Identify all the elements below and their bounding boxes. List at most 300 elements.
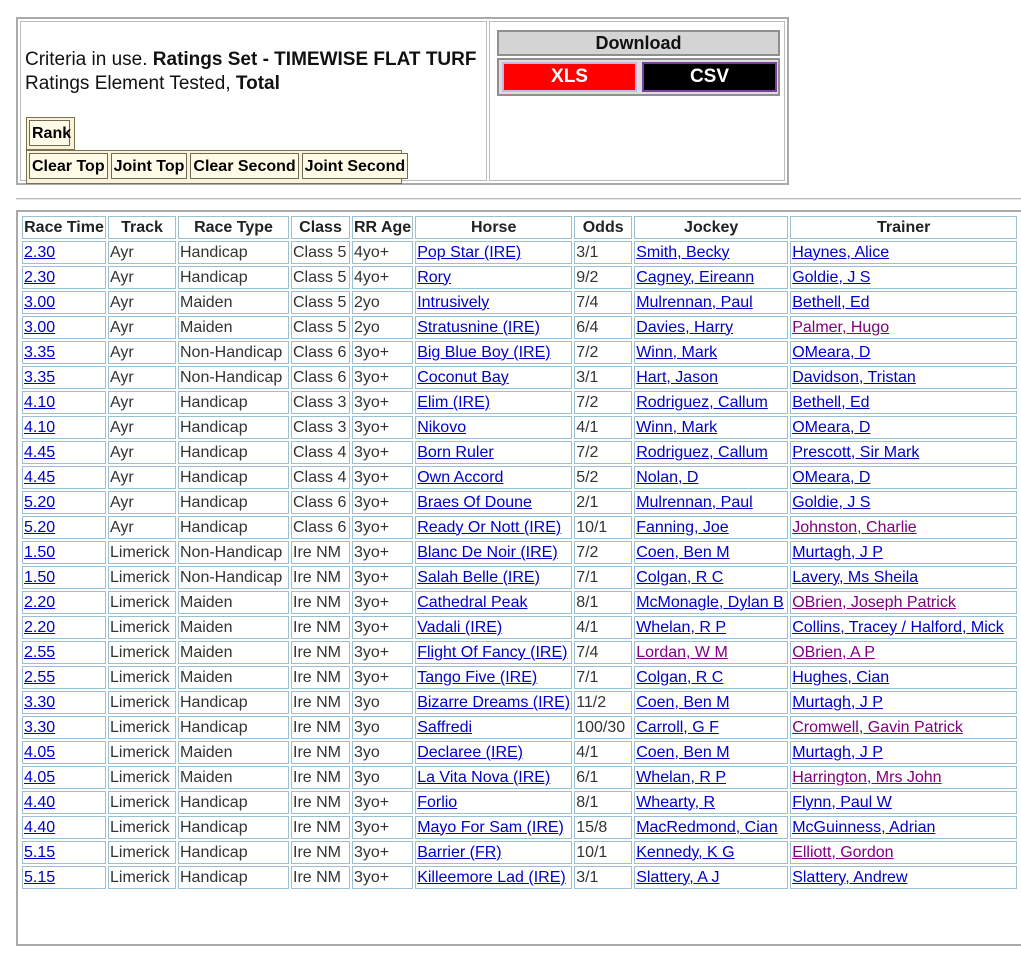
jockey-link[interactable]: Coen, Ben M — [636, 743, 730, 761]
race-time-link[interactable]: 2.55 — [24, 643, 56, 661]
joint-top-button[interactable]: Joint Top — [111, 153, 188, 179]
rr-age-cell: 3yo+ — [352, 566, 413, 589]
horse-link[interactable]: Bizarre Dreams (IRE) — [417, 693, 571, 711]
rr-age-cell: 3yo+ — [352, 541, 413, 564]
trainer-cell — [790, 316, 1017, 339]
jockey-link[interactable]: Kennedy, K G — [636, 843, 735, 861]
rr-age-cell: 4yo+ — [352, 241, 413, 264]
race-type-cell: Handicap — [178, 816, 289, 839]
jockey-cell — [634, 441, 788, 464]
race-time-link[interactable]: 3.35 — [24, 343, 56, 361]
horse-cell — [415, 416, 572, 439]
race-type-cell: Handicap — [178, 416, 289, 439]
rr-age-cell: 3yo+ — [352, 616, 413, 639]
odds-cell: 100/30 — [574, 716, 632, 739]
jockey-link[interactable]: Whearty, R — [636, 793, 716, 811]
table-row — [22, 266, 1017, 289]
race-time-link[interactable]: 5.15 — [24, 868, 56, 886]
jockey-link[interactable]: Colgan, R C — [636, 568, 724, 586]
race-type-cell: Maiden — [178, 316, 289, 339]
horse-link[interactable]: Intrusively — [417, 293, 490, 311]
race-time-link[interactable]: 2.20 — [24, 593, 56, 611]
horse-link[interactable]: Blanc De Noir (IRE) — [417, 543, 558, 561]
trainer-cell — [790, 591, 1017, 614]
class-cell: Ire NM — [291, 541, 350, 564]
race-time-link[interactable]: 5.15 — [24, 843, 56, 861]
track-cell: Limerick — [108, 566, 176, 589]
horse-link[interactable]: La Vita Nova (IRE) — [417, 768, 551, 786]
table-row — [22, 466, 1017, 489]
jockey-link[interactable]: Colgan, R C — [636, 668, 724, 686]
race-time-cell — [22, 391, 106, 414]
race-time-cell — [22, 866, 106, 889]
track-cell: Ayr — [108, 441, 176, 464]
track-cell: Ayr — [108, 466, 176, 489]
trainer-cell — [790, 516, 1017, 539]
class-cell: Ire NM — [291, 566, 350, 589]
rr-age-cell: 3yo+ — [352, 591, 413, 614]
horse-cell — [415, 316, 572, 339]
jockey-link[interactable]: Lordan, W M — [636, 643, 728, 661]
race-time-cell — [22, 641, 106, 664]
race-time-cell — [22, 491, 106, 514]
rr-age-cell: 3yo — [352, 716, 413, 739]
jockey-cell — [634, 266, 788, 289]
race-time-cell — [22, 416, 106, 439]
race-time-cell — [22, 591, 106, 614]
horse-link[interactable]: Flight Of Fancy (IRE) — [417, 643, 568, 661]
trainer-link[interactable]: Elliott, Gordon — [792, 843, 894, 861]
rr-age-cell: 3yo+ — [352, 666, 413, 689]
horse-link[interactable]: Pop Star (IRE) — [417, 243, 522, 261]
horse-cell — [415, 716, 572, 739]
jockey-cell — [634, 316, 788, 339]
race-time-link[interactable]: 1.50 — [24, 543, 56, 561]
odds-cell: 11/2 — [574, 691, 632, 714]
horse-link[interactable]: Declaree (IRE) — [417, 743, 523, 761]
trainer-link[interactable]: Davidson, Tristan — [792, 368, 916, 386]
jockey-cell — [634, 791, 788, 814]
race-time-link[interactable]: 5.20 — [24, 518, 56, 536]
download-cell — [489, 21, 785, 181]
jockey-link[interactable]: MacRedmond, Cian — [636, 818, 778, 836]
jockey-link[interactable]: Coen, Ben M — [636, 543, 730, 561]
track-cell: Limerick — [108, 766, 176, 789]
jockey-link[interactable]: Winn, Mark — [636, 343, 718, 361]
horse-cell — [415, 766, 572, 789]
race-type-cell: Non-Handicap — [178, 366, 289, 389]
rr-age-cell: 3yo+ — [352, 366, 413, 389]
rank-filter-button-group — [26, 150, 406, 184]
track-cell: Ayr — [108, 241, 176, 264]
jockey-link[interactable]: Rodriguez, Callum — [636, 443, 768, 461]
track-cell: Limerick — [108, 616, 176, 639]
jockey-link[interactable]: Fanning, Joe — [636, 518, 729, 536]
trainer-link[interactable]: Flynn, Paul W — [792, 793, 892, 811]
trainer-cell — [790, 766, 1017, 789]
horse-link[interactable]: Rory — [417, 268, 451, 286]
trainer-link[interactable]: Lavery, Ms Sheila — [792, 568, 919, 586]
horse-link[interactable]: Cathedral Peak — [417, 593, 528, 611]
trainer-cell — [790, 291, 1017, 314]
jockey-cell — [634, 741, 788, 764]
trainer-link[interactable]: Johnston, Charlie — [792, 518, 917, 536]
horizontal-divider — [16, 198, 1021, 200]
track-cell: Limerick — [108, 716, 176, 739]
rr-age-cell: 3yo+ — [352, 791, 413, 814]
jockey-cell — [634, 291, 788, 314]
race-time-cell — [22, 691, 106, 714]
odds-cell: 4/1 — [574, 416, 632, 439]
horse-cell — [415, 591, 572, 614]
race-time-link[interactable]: 4.10 — [24, 393, 56, 411]
track-cell: Limerick — [108, 541, 176, 564]
class-cell: Class 6 — [291, 516, 350, 539]
jockey-link[interactable]: Rodriguez, Callum — [636, 393, 768, 411]
trainer-link[interactable]: Hughes, Cian — [792, 668, 890, 686]
column-header-race-time: Race Time — [22, 216, 106, 239]
horse-cell — [415, 566, 572, 589]
race-time-cell — [22, 616, 106, 639]
horse-link[interactable]: Saffredi — [417, 718, 473, 736]
odds-cell: 6/4 — [574, 316, 632, 339]
horse-cell — [415, 291, 572, 314]
trainer-cell — [790, 341, 1017, 364]
column-header-track: Track — [108, 216, 176, 239]
rr-age-cell: 3yo — [352, 766, 413, 789]
horse-link[interactable]: Braes Of Doune — [417, 493, 532, 511]
trainer-link[interactable]: OBrien, A P — [792, 643, 875, 661]
trainer-cell — [790, 841, 1017, 864]
trainer-cell — [790, 641, 1017, 664]
criteria-line-element — [25, 73, 280, 95]
class-cell: Ire NM — [291, 716, 350, 739]
jockey-cell — [634, 716, 788, 739]
element-prefix: Ratings Element Tested, — [25, 73, 231, 94]
odds-cell: 7/1 — [574, 566, 632, 589]
column-header-rr-age: RR Age — [352, 216, 413, 239]
rr-age-cell: 3yo+ — [352, 491, 413, 514]
column-header-jockey: Jockey — [634, 216, 788, 239]
jockey-cell — [634, 466, 788, 489]
jockey-link[interactable]: Davies, Harry — [636, 318, 734, 336]
jockey-link[interactable]: Whelan, R P — [636, 618, 726, 636]
race-time-link[interactable]: 2.30 — [24, 268, 56, 286]
trainer-link[interactable]: Murtagh, J P — [792, 743, 883, 761]
class-cell: Ire NM — [291, 841, 350, 864]
trainer-link[interactable]: Bethell, Ed — [792, 393, 870, 411]
race-time-link[interactable]: 2.30 — [24, 243, 56, 261]
race-type-cell: Handicap — [178, 466, 289, 489]
table-row — [22, 716, 1017, 739]
jockey-link[interactable]: Mulrennan, Paul — [636, 293, 753, 311]
race-time-cell — [22, 291, 106, 314]
race-time-cell — [22, 441, 106, 464]
criteria-panel — [16, 17, 789, 185]
table-row — [22, 516, 1017, 539]
race-time-link[interactable]: 3.00 — [24, 318, 56, 336]
trainer-link[interactable]: OMeara, D — [792, 343, 871, 361]
jockey-link[interactable]: Winn, Mark — [636, 418, 718, 436]
horse-link[interactable]: Barrier (FR) — [417, 843, 502, 861]
class-cell: Ire NM — [291, 866, 350, 889]
horse-cell — [415, 341, 572, 364]
odds-cell: 8/1 — [574, 591, 632, 614]
trainer-cell — [790, 716, 1017, 739]
track-cell: Ayr — [108, 391, 176, 414]
track-cell: Ayr — [108, 291, 176, 314]
trainer-link[interactable]: OMeara, D — [792, 468, 871, 486]
trainer-cell — [790, 491, 1017, 514]
horse-cell — [415, 441, 572, 464]
jockey-link[interactable]: Cagney, Eireann — [636, 268, 755, 286]
jockey-cell — [634, 816, 788, 839]
race-time-link[interactable]: 1.50 — [24, 568, 56, 586]
race-time-link[interactable]: 4.05 — [24, 743, 56, 761]
race-time-link[interactable]: 3.30 — [24, 718, 56, 736]
table-row — [22, 441, 1017, 464]
trainer-link[interactable]: Goldie, J S — [792, 493, 871, 511]
race-time-cell — [22, 266, 106, 289]
jockey-link[interactable]: Hart, Jason — [636, 368, 718, 386]
trainer-link[interactable]: Murtagh, J P — [792, 693, 883, 711]
track-cell: Ayr — [108, 341, 176, 364]
column-header-odds: Odds — [574, 216, 632, 239]
odds-cell: 7/2 — [574, 541, 632, 564]
jockey-link[interactable]: McMonagle, Dylan B — [636, 593, 784, 611]
criteria-line-ratings-set — [25, 49, 476, 71]
trainer-link[interactable]: Palmer, Hugo — [792, 318, 890, 336]
jockey-link[interactable]: Smith, Becky — [636, 243, 730, 261]
horse-link[interactable]: Forlio — [417, 793, 458, 811]
race-time-link[interactable]: 3.35 — [24, 368, 56, 386]
class-cell: Class 4 — [291, 466, 350, 489]
race-time-link[interactable]: 4.40 — [24, 793, 56, 811]
race-time-cell — [22, 366, 106, 389]
trainer-link[interactable]: McGuinness, Adrian — [792, 818, 936, 836]
rr-age-cell: 3yo+ — [352, 866, 413, 889]
class-cell: Class 6 — [291, 341, 350, 364]
horse-link[interactable]: Born Ruler — [417, 443, 494, 461]
horse-cell — [415, 241, 572, 264]
horse-link[interactable]: Elim (IRE) — [417, 393, 491, 411]
odds-cell: 8/1 — [574, 791, 632, 814]
class-cell: Class 5 — [291, 241, 350, 264]
trainer-link[interactable]: Cromwell, Gavin Patrick — [792, 718, 963, 736]
xls-download-button[interactable]: XLS — [502, 62, 637, 92]
clear-top-button[interactable]: Clear Top — [29, 153, 108, 179]
jockey-cell — [634, 541, 788, 564]
column-header-horse: Horse — [415, 216, 572, 239]
table-header-row — [22, 216, 1017, 239]
horse-cell — [415, 541, 572, 564]
rr-age-cell: 3yo — [352, 741, 413, 764]
criteria-prefix: Criteria in use. — [25, 49, 148, 70]
horse-link[interactable]: Vadali (IRE) — [417, 618, 503, 636]
track-cell: Ayr — [108, 491, 176, 514]
trainer-cell — [790, 866, 1017, 889]
trainer-link[interactable]: Prescott, Sir Mark — [792, 443, 920, 461]
track-cell: Limerick — [108, 866, 176, 889]
rank-button[interactable]: Rank — [29, 120, 70, 146]
track-cell: Limerick — [108, 591, 176, 614]
race-time-link[interactable]: 5.20 — [24, 493, 56, 511]
class-cell: Class 4 — [291, 441, 350, 464]
trainer-link[interactable]: Slattery, Andrew — [792, 868, 908, 886]
horse-link[interactable]: Tango Five (IRE) — [417, 668, 538, 686]
horse-cell — [415, 391, 572, 414]
race-time-cell — [22, 316, 106, 339]
trainer-cell — [790, 816, 1017, 839]
track-cell: Limerick — [108, 691, 176, 714]
jockey-cell — [634, 866, 788, 889]
horse-cell — [415, 266, 572, 289]
race-type-cell: Handicap — [178, 266, 289, 289]
horse-link[interactable]: Stratusnine (IRE) — [417, 318, 540, 336]
race-time-link[interactable]: 2.55 — [24, 668, 56, 686]
race-time-cell — [22, 516, 106, 539]
jockey-cell — [634, 241, 788, 264]
track-cell: Limerick — [108, 666, 176, 689]
race-time-link[interactable]: 4.05 — [24, 768, 56, 786]
race-time-cell — [22, 541, 106, 564]
race-type-cell: Handicap — [178, 841, 289, 864]
table-body — [22, 241, 1017, 889]
race-time-link[interactable]: 3.00 — [24, 293, 56, 311]
jockey-cell — [634, 666, 788, 689]
rr-age-cell: 3yo — [352, 691, 413, 714]
class-cell: Class 6 — [291, 491, 350, 514]
horse-link[interactable]: Big Blue Boy (IRE) — [417, 343, 551, 361]
horse-cell — [415, 816, 572, 839]
horse-cell — [415, 841, 572, 864]
race-time-cell — [22, 791, 106, 814]
class-cell: Class 3 — [291, 391, 350, 414]
clear-second-button[interactable]: Clear Second — [190, 153, 298, 179]
race-type-cell: Handicap — [178, 441, 289, 464]
race-time-cell — [22, 816, 106, 839]
jockey-cell — [634, 416, 788, 439]
race-time-cell — [22, 466, 106, 489]
jockey-link[interactable]: Slattery, A J — [636, 868, 720, 886]
horse-link[interactable]: Salah Belle (IRE) — [417, 568, 540, 586]
odds-cell: 10/1 — [574, 841, 632, 864]
results-table — [20, 214, 1019, 891]
track-cell: Ayr — [108, 316, 176, 339]
jockey-cell — [634, 766, 788, 789]
track-cell: Limerick — [108, 791, 176, 814]
race-type-cell: Maiden — [178, 291, 289, 314]
trainer-link[interactable]: OMeara, D — [792, 418, 871, 436]
column-header-class: Class — [291, 216, 350, 239]
trainer-cell — [790, 416, 1017, 439]
trainer-link[interactable]: Murtagh, J P — [792, 543, 883, 561]
trainer-cell — [790, 741, 1017, 764]
table-row — [22, 341, 1017, 364]
horse-link[interactable]: Ready Or Nott (IRE) — [417, 518, 562, 536]
race-type-cell: Maiden — [178, 641, 289, 664]
trainer-link[interactable]: OBrien, Joseph Patrick — [792, 593, 956, 611]
horse-link[interactable]: Mayo For Sam (IRE) — [417, 818, 564, 836]
odds-cell: 9/2 — [574, 266, 632, 289]
trainer-link[interactable]: Bethell, Ed — [792, 293, 870, 311]
odds-cell: 7/2 — [574, 341, 632, 364]
horse-link[interactable]: Coconut Bay — [417, 368, 509, 386]
horse-cell — [415, 616, 572, 639]
horse-link[interactable]: Nikovo — [417, 418, 467, 436]
trainer-link[interactable]: Collins, Tracey / Halford, Mick — [792, 618, 1004, 636]
jockey-link[interactable]: Nolan, D — [636, 468, 699, 486]
race-time-link[interactable]: 4.10 — [24, 418, 56, 436]
trainer-cell — [790, 566, 1017, 589]
odds-cell: 3/1 — [574, 241, 632, 264]
ratings-set-value: Ratings Set - TIMEWISE FLAT TURF — [152, 49, 477, 70]
odds-cell: 2/1 — [574, 491, 632, 514]
odds-cell: 7/4 — [574, 641, 632, 664]
horse-cell — [415, 666, 572, 689]
joint-second-button[interactable]: Joint Second — [302, 153, 408, 179]
class-cell: Ire NM — [291, 816, 350, 839]
jockey-link[interactable]: Carroll, G F — [636, 718, 719, 736]
odds-cell: 3/1 — [574, 866, 632, 889]
element-value: Total — [235, 73, 280, 94]
race-time-link[interactable]: 3.30 — [24, 693, 56, 711]
race-time-cell — [22, 766, 106, 789]
class-cell: Class 5 — [291, 316, 350, 339]
criteria-cell — [20, 21, 487, 181]
race-time-link[interactable]: 2.20 — [24, 618, 56, 636]
rr-age-cell: 3yo+ — [352, 516, 413, 539]
jockey-cell — [634, 516, 788, 539]
class-cell: Ire NM — [291, 766, 350, 789]
trainer-cell — [790, 616, 1017, 639]
trainer-cell — [790, 541, 1017, 564]
trainer-link[interactable]: Harrington, Mrs John — [792, 768, 942, 786]
jockey-link[interactable]: Coen, Ben M — [636, 693, 730, 711]
table-row — [22, 591, 1017, 614]
odds-cell: 10/1 — [574, 516, 632, 539]
odds-cell: 7/2 — [574, 391, 632, 414]
jockey-link[interactable]: Mulrennan, Paul — [636, 493, 753, 511]
horse-cell — [415, 791, 572, 814]
race-time-cell — [22, 841, 106, 864]
jockey-link[interactable]: Whelan, R P — [636, 768, 726, 786]
csv-download-button[interactable]: CSV — [642, 62, 777, 92]
results-table-container — [16, 210, 1021, 946]
horse-cell — [415, 866, 572, 889]
horse-link[interactable]: Own Accord — [417, 468, 504, 486]
trainer-link[interactable]: Goldie, J S — [792, 268, 871, 286]
track-cell: Limerick — [108, 641, 176, 664]
class-cell: Ire NM — [291, 666, 350, 689]
race-time-link[interactable]: 4.45 — [24, 468, 56, 486]
race-type-cell: Maiden — [178, 591, 289, 614]
table-row — [22, 241, 1017, 264]
trainer-cell — [790, 466, 1017, 489]
table-row — [22, 691, 1017, 714]
race-type-cell: Handicap — [178, 791, 289, 814]
trainer-link[interactable]: Haynes, Alice — [792, 243, 890, 261]
odds-cell: 7/2 — [574, 441, 632, 464]
horse-link[interactable]: Killeemore Lad (IRE) — [417, 868, 566, 886]
race-time-link[interactable]: 4.45 — [24, 443, 56, 461]
track-cell: Ayr — [108, 516, 176, 539]
table-row — [22, 366, 1017, 389]
race-time-link[interactable]: 4.40 — [24, 818, 56, 836]
class-cell: Ire NM — [291, 591, 350, 614]
table-row — [22, 766, 1017, 789]
table-row — [22, 866, 1017, 889]
